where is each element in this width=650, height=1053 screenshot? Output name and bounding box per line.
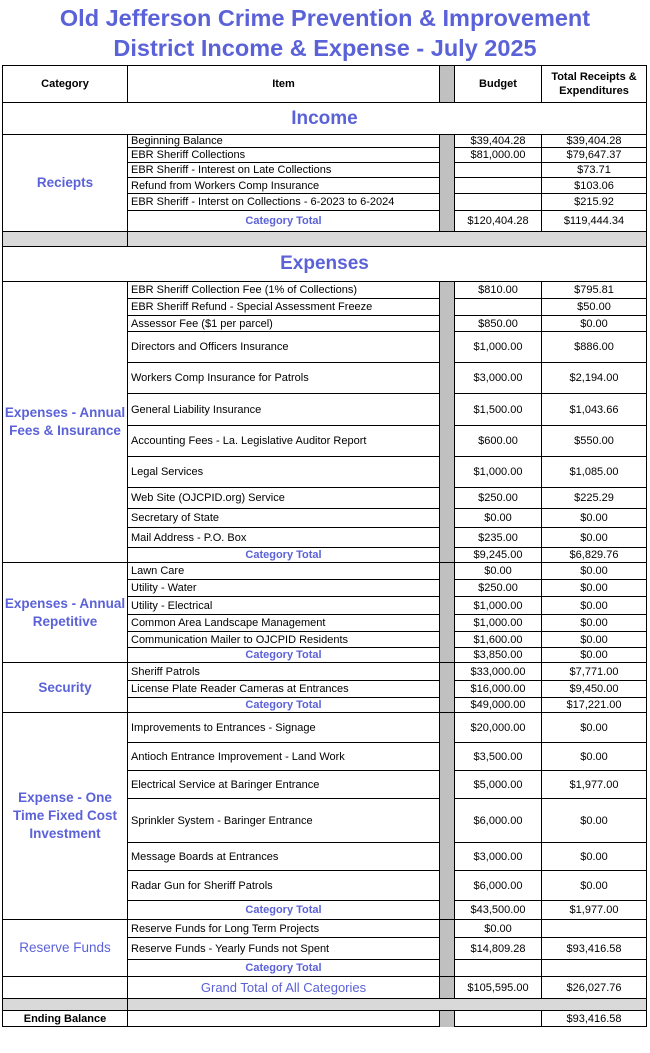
income-category-label: Reciepts [3,135,128,232]
budget-value: $33,000.00 [455,663,542,681]
total-value: $0.00 [542,316,647,332]
line-item: Mail Address - P.O. Box [128,528,440,548]
total-value: $1,043.66 [542,394,647,426]
divider-cell [440,528,455,548]
grand-total-label: Grand Total of All Categories [128,977,440,999]
repetitive-category-label: Expenses - Annual Repetitive [3,563,128,663]
line-item: General Liability Insurance [128,394,440,426]
divider-cell [440,977,455,999]
spacer-cell [128,232,647,247]
total-value: $1,085.00 [542,457,647,488]
category-total-budget: $9,245.00 [455,548,542,563]
divider-cell [440,163,455,178]
category-total-label: Category Total [128,960,440,977]
divider-cell [440,960,455,977]
total-value: $50.00 [542,299,647,316]
total-value: $73.71 [542,163,647,178]
budget-value [455,194,542,211]
divider-cell [440,871,455,901]
divider-cell [440,426,455,457]
total-value: $93,416.58 [542,938,647,960]
line-item: Web Site (OJCPID.org) Service [128,488,440,509]
budget-value [455,163,542,178]
line-item: Refund from Workers Comp Insurance [128,178,440,194]
table-row [3,282,647,299]
total-value: $9,450.00 [542,681,647,698]
divider-cell [440,299,455,316]
report-title-line-2: District Income & Expense - July 2025 [113,35,537,61]
total-value [542,920,647,938]
spacer-cell [128,999,647,1011]
empty-cell [455,1011,542,1027]
total-value: $0.00 [542,799,647,843]
budget-value: $6,000.00 [455,871,542,901]
total-value: $0.00 [542,632,647,648]
divider-cell [440,148,455,163]
ending-balance-row [3,1011,647,1027]
divider-cell [440,843,455,871]
divider-cell [440,938,455,960]
divider-cell [440,178,455,194]
income-heading: Income [3,103,647,135]
divider-cell [440,332,455,363]
onetime-category-label: Expense - One Time Fixed Cost Investment [3,713,128,920]
divider-cell [440,488,455,509]
divider-cell [440,799,455,843]
category-total-budget [455,960,542,977]
header-category: Category [3,66,128,103]
header-item: Item [128,66,440,103]
budget-value: $1,000.00 [455,615,542,632]
category-total-budget: $49,000.00 [455,698,542,713]
budget-value: $1,000.00 [455,332,542,363]
budget-value: $20,000.00 [455,713,542,743]
budget-value: $3,000.00 [455,363,542,394]
divider-cell [440,457,455,488]
total-value: $7,771.00 [542,663,647,681]
category-total-actual: $0.00 [542,648,647,663]
spacer-cell [3,999,128,1011]
budget-value: $81,000.00 [455,148,542,163]
divider-cell [440,282,455,299]
divider-cell [440,901,455,920]
total-value: $0.00 [542,528,647,548]
line-item: Workers Comp Insurance for Patrols [128,363,440,394]
spacer-row-1 [3,232,647,247]
divider-cell [440,316,455,332]
budget-value: $850.00 [455,316,542,332]
reserve-category-label: Reserve Funds [3,920,128,977]
total-value: $0.00 [542,597,647,615]
category-total-label: Category Total [128,211,440,232]
grand-total-row [3,977,647,999]
budget-value: $250.00 [455,580,542,597]
header-total: Total Receipts & Expenditures [542,66,647,103]
line-item: Accounting Fees - La. Legislative Auditor Report [128,426,440,457]
divider-cell [440,363,455,394]
line-item: EBR Sheriff Collection Fee (1% of Collections) [128,282,440,299]
category-total-label: Category Total [128,698,440,713]
total-value: $0.00 [542,563,647,580]
budget-value: $235.00 [455,528,542,548]
divider-cell [440,509,455,528]
budget-value: $0.00 [455,563,542,580]
category-total-actual: $1,977.00 [542,901,647,920]
budget-value: $5,000.00 [455,771,542,799]
header-budget: Budget [455,66,542,103]
budget-value: $39,404.28 [455,135,542,148]
total-value: $795.81 [542,282,647,299]
table-row [3,563,647,580]
budget-value: $3,500.00 [455,743,542,771]
category-total-actual: $17,221.00 [542,698,647,713]
budget-value: $16,000.00 [455,681,542,698]
line-item: Secretary of State [128,509,440,528]
budget-value: $14,809.28 [455,938,542,960]
ending-balance-value: $93,416.58 [542,1011,647,1027]
divider-cell [440,548,455,563]
total-value: $0.00 [542,580,647,597]
line-item: EBR Sheriff - Interest on Late Collections [128,163,440,178]
budget-value: $810.00 [455,282,542,299]
table-row [3,663,647,681]
category-total-actual: $119,444.34 [542,211,647,232]
category-total-label: Category Total [128,548,440,563]
line-item: Lawn Care [128,563,440,580]
header-spacer [440,66,455,103]
total-value: $79,647.37 [542,148,647,163]
line-item: Legal Services [128,457,440,488]
line-item: Beginning Balance [128,135,440,148]
divider-cell [440,563,455,580]
line-item: Utility - Water [128,580,440,597]
expenses-heading-row [3,247,647,282]
total-value: $0.00 [542,713,647,743]
total-value: $39,404.28 [542,135,647,148]
total-value: $225.29 [542,488,647,509]
category-total-budget: $3,850.00 [455,648,542,663]
total-value: $215.92 [542,194,647,211]
line-item: License Plate Reader Cameras at Entrances [128,681,440,698]
line-item: Directors and Officers Insurance [128,332,440,363]
budget-value: $1,500.00 [455,394,542,426]
line-item: EBR Sheriff - Interst on Collections - 6-2023 to 6-2024 [128,194,440,211]
divider-cell [440,771,455,799]
divider-cell [440,632,455,648]
budget-value: $1,000.00 [455,457,542,488]
report-title-line-1: Old Jefferson Crime Prevention & Improvement [59,5,591,31]
budget-value: $250.00 [455,488,542,509]
line-item: Communication Mailer to OJCPID Residents [128,632,440,648]
spacer-row-2 [3,999,647,1011]
table-row [3,713,647,743]
divider-cell [440,713,455,743]
divider-cell [440,681,455,698]
budget-value: $3,000.00 [455,843,542,871]
total-value: $2,194.00 [542,363,647,394]
line-item: Reserve Funds - Yearly Funds not Spent [128,938,440,960]
table-row [3,135,647,148]
expenses-heading: Expenses [3,247,647,282]
table-header-row [3,66,647,103]
line-item: Sheriff Patrols [128,663,440,681]
total-value: $0.00 [542,615,647,632]
category-total-actual [542,960,647,977]
empty-cell [128,1011,440,1027]
budget-value: $6,000.00 [455,799,542,843]
budget-value [455,178,542,194]
line-item: Common Area Landscape Management [128,615,440,632]
line-item: Reserve Funds for Long Term Projects [128,920,440,938]
category-total-actual: $6,829.76 [542,548,647,563]
line-item: EBR Sheriff Refund - Special Assessment Freeze [128,299,440,316]
line-item: EBR Sheriff Collections [128,148,440,163]
line-item: Assessor Fee ($1 per parcel) [128,316,440,332]
budget-value: $600.00 [455,426,542,457]
line-item: Message Boards at Entrances [128,843,440,871]
grand-total-budget: $105,595.00 [455,977,542,999]
divider-cell [440,580,455,597]
divider-cell [440,698,455,713]
line-item: Improvements to Entrances - Signage [128,713,440,743]
divider-cell [440,648,455,663]
line-item: Sprinkler System - Baringer Entrance [128,799,440,843]
divider-cell [440,135,455,148]
table-row [3,920,647,938]
category-total-budget: $120,404.28 [455,211,542,232]
line-item: Electrical Service at Baringer Entrance [128,771,440,799]
total-value: $550.00 [542,426,647,457]
budget-value: $0.00 [455,920,542,938]
divider-cell [440,663,455,681]
total-value: $0.00 [542,843,647,871]
income-heading-row [3,103,647,135]
annual-category-label: Expenses - Annual Fees & Insurance [3,282,128,563]
line-item: Radar Gun for Sheriff Patrols [128,871,440,901]
budget-value: $1,000.00 [455,597,542,615]
empty-cell [3,977,128,999]
divider-cell [440,394,455,426]
divider-cell [440,597,455,615]
total-value: $1,977.00 [542,771,647,799]
line-item: Utility - Electrical [128,597,440,615]
category-total-budget: $43,500.00 [455,901,542,920]
divider-cell [440,211,455,232]
divider-cell [440,194,455,211]
total-value: $0.00 [542,743,647,771]
category-total-label: Category Total [128,648,440,663]
total-value: $0.00 [542,509,647,528]
ending-balance-label: Ending Balance [3,1011,128,1027]
income-expense-table [2,65,647,1027]
budget-value [455,299,542,316]
total-value: $0.00 [542,871,647,901]
divider-cell [440,615,455,632]
budget-value: $0.00 [455,509,542,528]
category-total-label: Category Total [128,901,440,920]
divider-cell [440,743,455,771]
security-category-label: Security [3,663,128,713]
budget-value: $1,600.00 [455,632,542,648]
divider-cell [440,1011,455,1027]
grand-total-actual: $26,027.76 [542,977,647,999]
line-item: Antioch Entrance Improvement - Land Work [128,743,440,771]
total-value: $103.06 [542,178,647,194]
total-value: $886.00 [542,332,647,363]
divider-cell [440,920,455,938]
spacer-cell [3,232,128,247]
